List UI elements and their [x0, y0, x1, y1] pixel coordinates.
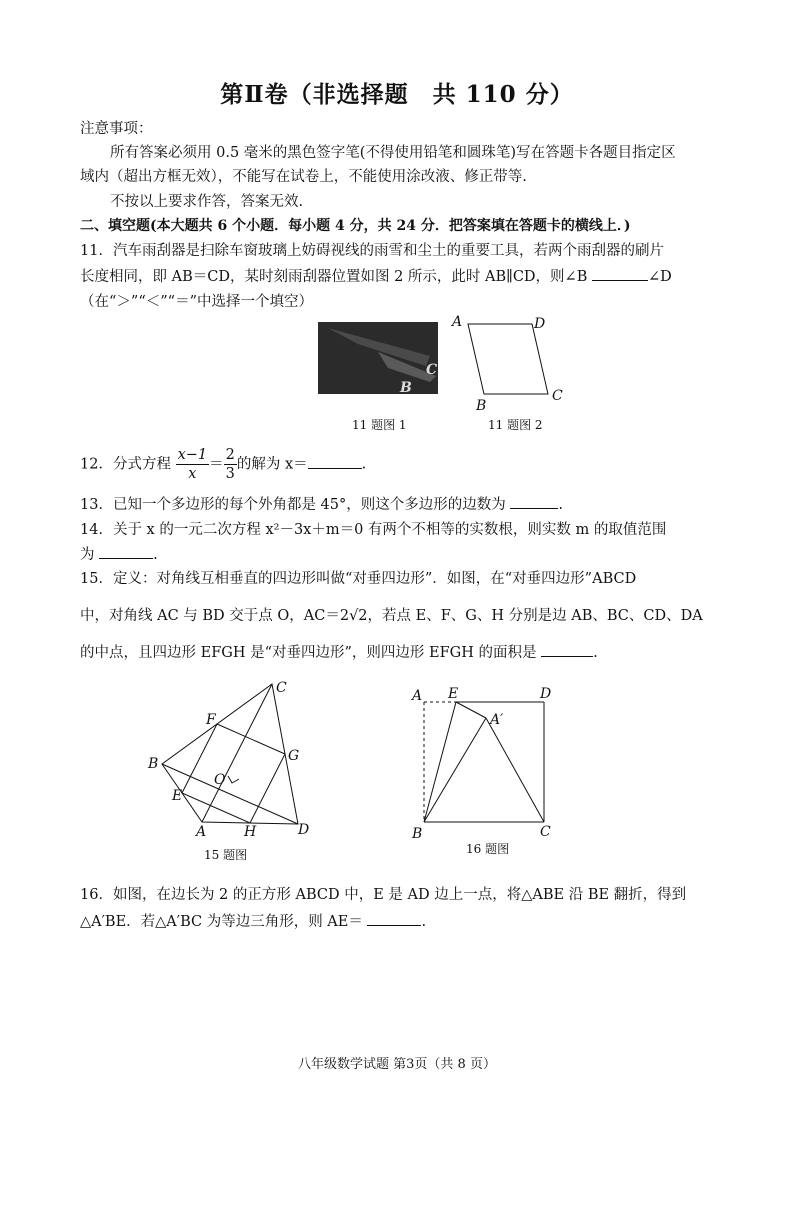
q16-label-A-prime: A′ — [490, 712, 504, 728]
q11-label-D: D — [534, 316, 546, 332]
q15-line-3 — [80, 642, 598, 663]
q11-photo — [318, 322, 438, 394]
q12-right-numerator: 2 — [225, 447, 235, 463]
q15-label-C: C — [276, 680, 287, 696]
q11-label-C: C — [552, 388, 563, 404]
svg-text:C: C — [426, 362, 438, 378]
q11-answer-blank[interactable] — [592, 266, 648, 281]
q12-equals: ＝ — [209, 456, 224, 473]
q11-line-3: （在“＞”“＜”“＝”中选择一个填空） — [80, 294, 313, 310]
q15-label-E: E — [172, 788, 183, 804]
q16-caption: 16 题图 — [466, 842, 510, 856]
q11-figure-2 — [450, 310, 570, 414]
q12-numerator: x−1 — [177, 447, 208, 463]
q16-end: . — [421, 914, 427, 930]
q16-line-2 — [80, 911, 426, 932]
q12-suffix: 的解为 x＝ — [236, 456, 308, 473]
q11-line-2b: ∠D — [647, 269, 672, 285]
q16-figure — [404, 682, 568, 842]
q13-answer-blank[interactable] — [510, 494, 558, 509]
q15-label-O: O — [214, 772, 226, 788]
q14-line-2-text: 为 — [80, 547, 95, 563]
notes-line-2: 域内（超出方框无效），不能写在试卷上，不能使用涂改液、修正带等. — [80, 169, 527, 185]
page-footer: 八年级数学试题 第3页（共 8 页） — [298, 1057, 496, 1072]
q15-line-2: 中，对角线 AC 与 BD 交于点 O，AC＝2√2，若点 E、F、G、H 分别是边 AB、BC、CD、DA — [80, 608, 703, 624]
q15-line-1: 15．定义：对角线互相垂直的四边形叫做“对垂四边形”．如图，在“对垂四边形”ABCD — [80, 571, 637, 587]
q11-line-2a: 长度相同，即 AB＝CD，某时刻雨刮器位置如图 2 所示，此时 AB∥CD，则∠B — [80, 269, 588, 285]
q16-line-2-text: △A′BE．若△A′BC 为等边三角形，则 AE＝ — [80, 914, 363, 930]
q11-caption-1: 11 题图 1 — [352, 418, 407, 432]
q15-label-B: B — [148, 756, 159, 772]
notes-heading: 注意事项： — [80, 121, 153, 137]
page-title: 第Ⅱ卷（非选择题 共 110 分） — [220, 81, 574, 108]
q12-answer-blank[interactable] — [308, 454, 362, 469]
q11-line-2 — [80, 266, 672, 287]
q16-label-C: C — [540, 824, 551, 840]
q15-end: . — [593, 645, 598, 661]
q12-end: . — [361, 456, 367, 473]
q15-label-F: F — [206, 712, 216, 728]
q16-line-1: 16．如图，在边长为 2 的正方形 ABCD 中，E 是 AD 边上一点，将△ABE 沿 BE 翻折，得到 — [80, 887, 687, 903]
q12-line — [80, 446, 366, 483]
q11-line-1: 11．汽车雨刮器是扫除车窗玻璃上妨碍视线的雨雪和尘土的重要工具，若两个雨刮器的刷片 — [80, 243, 664, 259]
q12-fraction-right — [224, 446, 237, 483]
q12-right-denominator: 3 — [225, 466, 235, 482]
q14-end: . — [153, 547, 158, 563]
q15-figure — [140, 676, 330, 840]
q15-label-G: G — [288, 748, 300, 764]
q15-line-3-text: 的中点，且四边形 EFGH 是“对垂四边形”，则四边形 EFGH 的面积是 — [80, 645, 537, 661]
q12-fraction-left — [176, 446, 210, 483]
q11-label-A: A — [452, 314, 463, 330]
q15-label-A: A — [196, 824, 207, 840]
q14-line-1: 14．关于 x 的一元二次方程 x²－3x＋m＝0 有两个不相等的实数根，则实数 m 的取值范围 — [80, 522, 667, 538]
q15-label-D: D — [298, 822, 310, 838]
q13-end: . — [558, 497, 563, 513]
q16-label-B: B — [412, 826, 423, 842]
q14-line-2 — [80, 544, 158, 565]
q11-caption-2: 11 题图 2 — [488, 418, 543, 432]
q12-prefix: 12．分式方程 — [80, 456, 171, 473]
q15-answer-blank[interactable] — [541, 642, 593, 657]
q13-line — [80, 494, 563, 515]
q15-label-H: H — [244, 824, 257, 840]
svg-text:B: B — [400, 380, 412, 394]
q16-label-A: A — [412, 688, 423, 704]
q15-caption: 15 题图 — [204, 848, 248, 862]
q14-answer-blank[interactable] — [99, 544, 153, 559]
q16-answer-blank[interactable] — [367, 911, 421, 926]
section-heading: 二、填空题(本大题共 6 个小题．每小题 4 分，共 24 分．把答案填在答题卡的横线上．) — [80, 218, 631, 234]
q13-text: 13．已知一个多边形的每个外角都是 45°，则这个多边形的边数为 — [80, 497, 506, 513]
q16-label-D: D — [540, 686, 552, 702]
q12-denominator: x — [188, 466, 197, 482]
notes-line-3: 不按以上要求作答，答案无效. — [110, 194, 304, 210]
q11-label-B: B — [476, 398, 487, 414]
q16-label-E: E — [448, 686, 459, 702]
notes-line-1: 所有答案必须用 0.5 毫米的黑色签字笔(不得使用铅笔和圆珠笔)写在答题卡各题目指定区 — [110, 145, 676, 161]
